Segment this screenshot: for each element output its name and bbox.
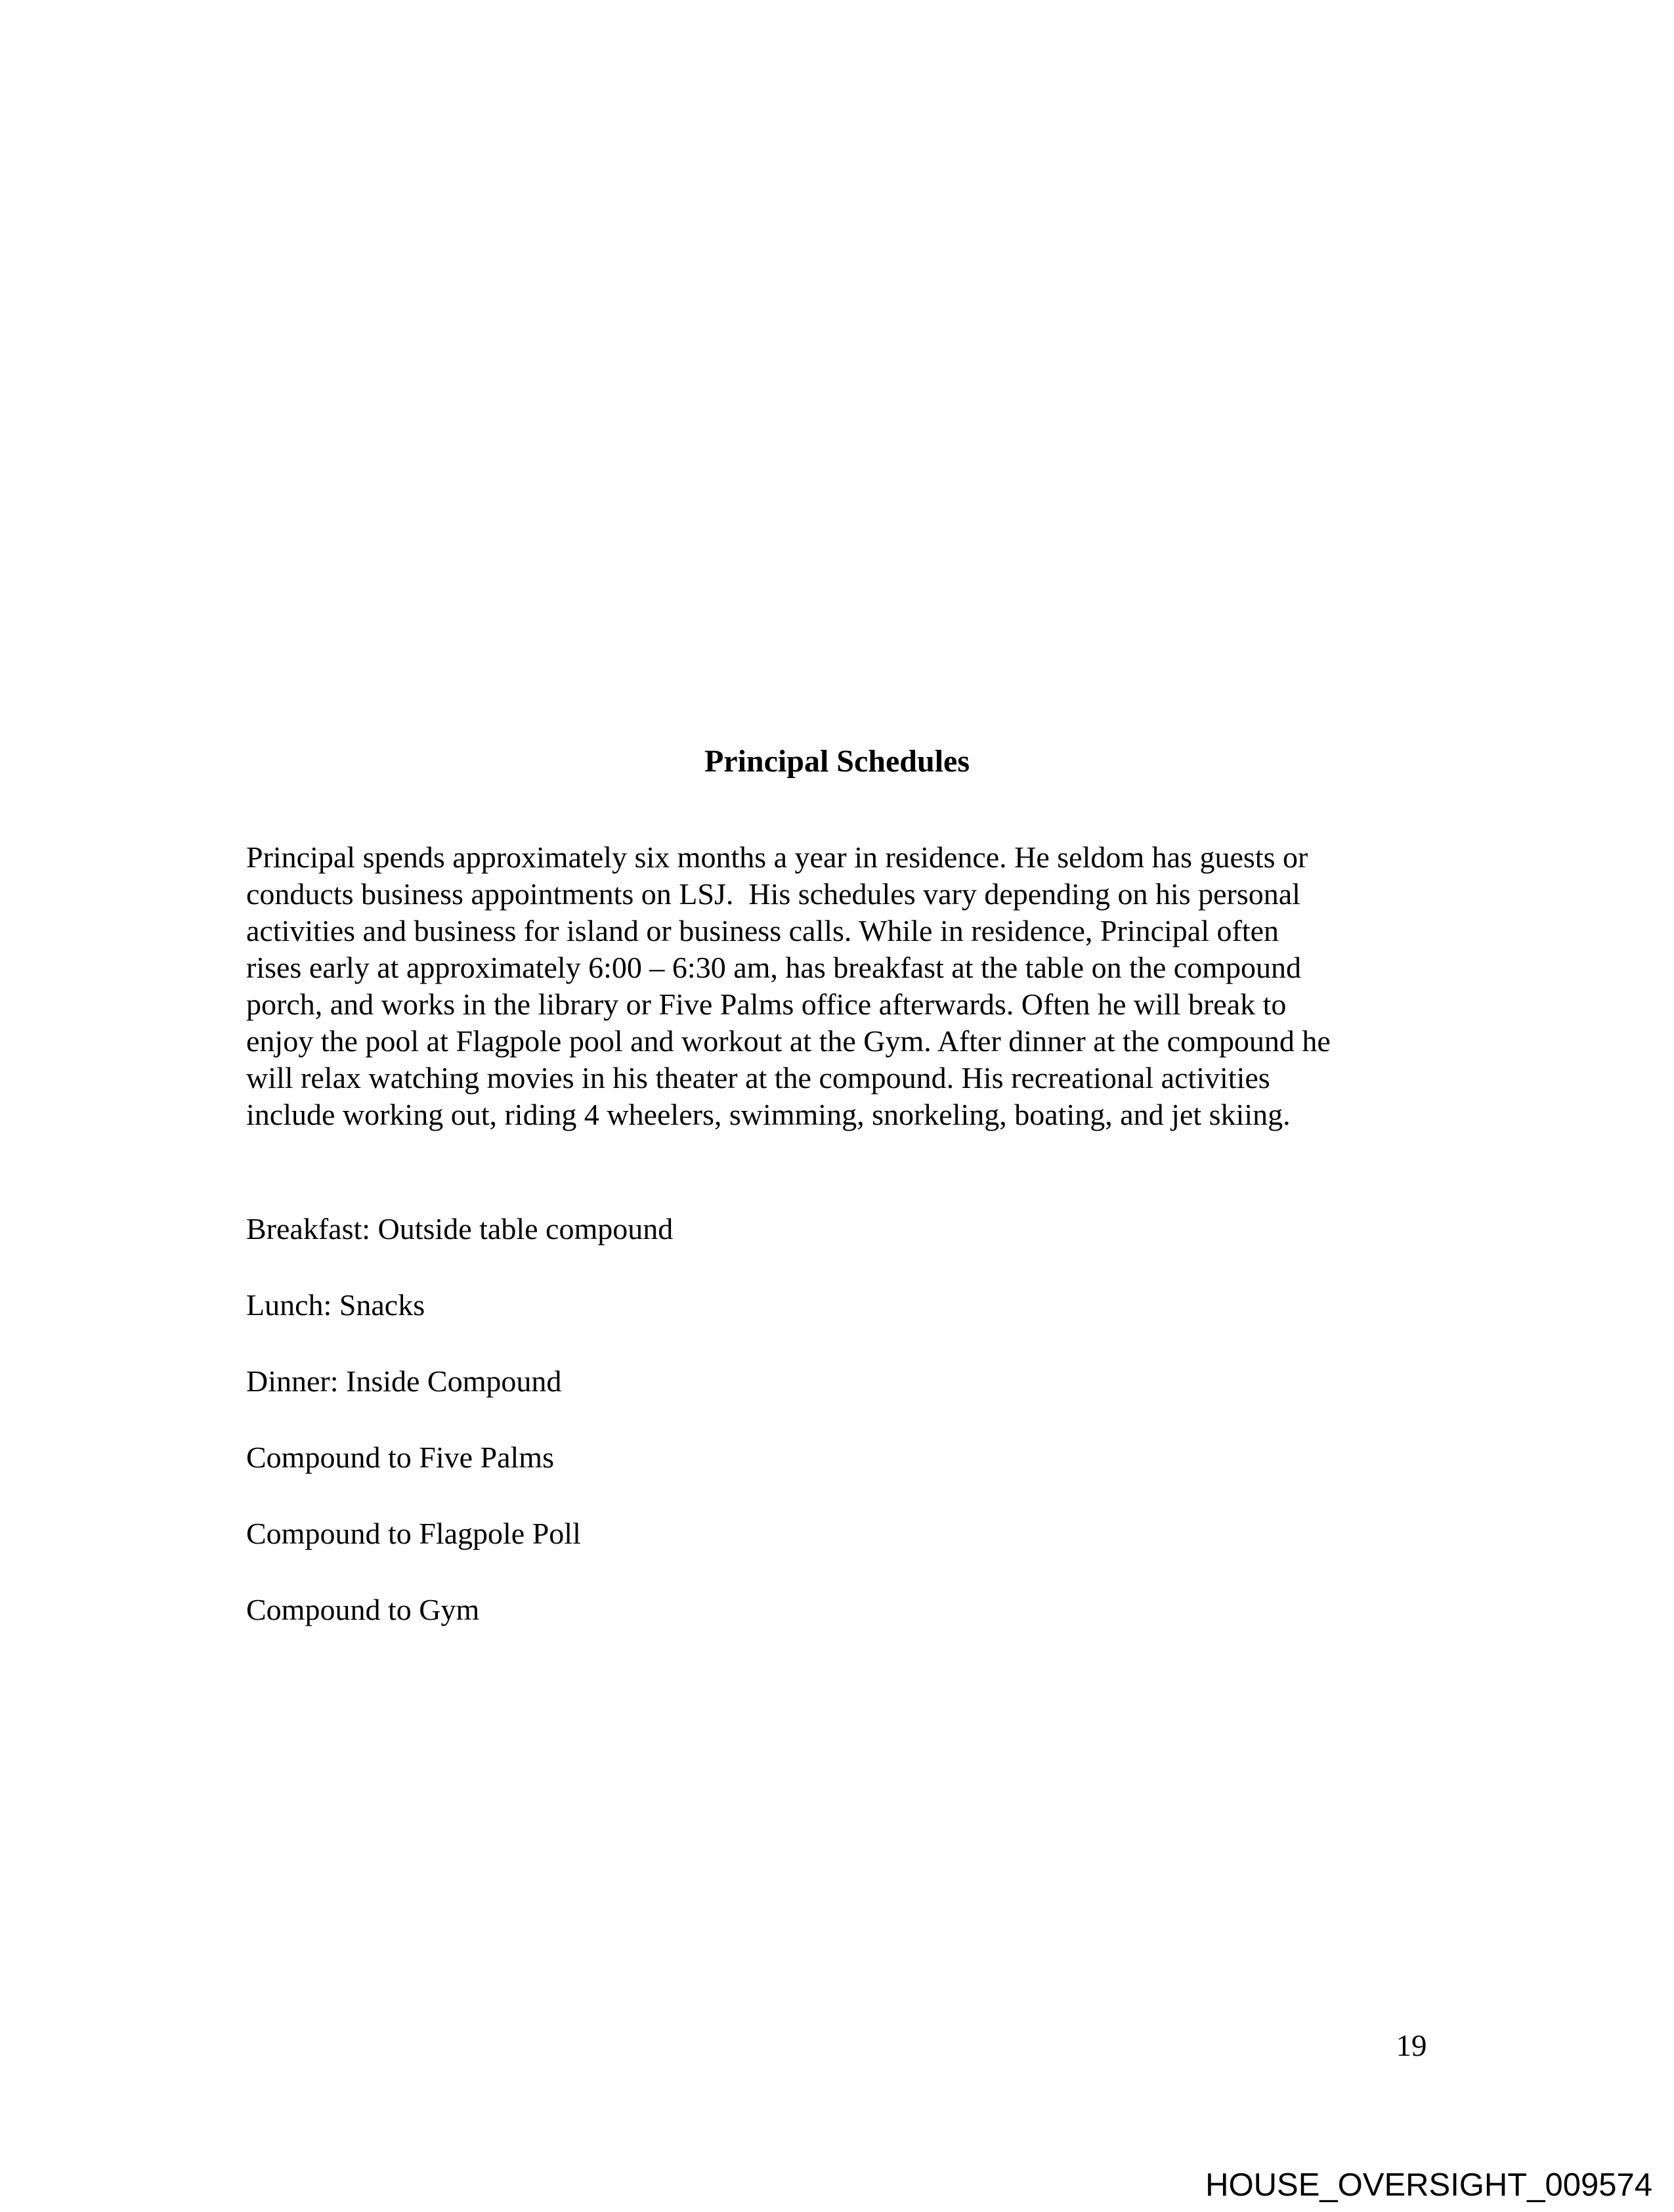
bates-stamp: HOUSE_OVERSIGHT_009574 (1205, 2167, 1652, 2203)
paragraph-line: porch, and works in the library or Five Palms office afterwards. Often he will break to (246, 987, 1287, 1021)
paragraph-line: will relax watching movies in his theater at the compound. His recreational activities (246, 1061, 1270, 1095)
page-number: 19 (1396, 2029, 1427, 2063)
schedule-item-compound-five-palms: Compound to Five Palms (246, 1441, 554, 1474)
main-paragraph (246, 839, 1448, 1133)
schedule-list (246, 1213, 1448, 1670)
schedule-item-dinner: Dinner: Inside Compound (246, 1364, 562, 1398)
schedule-item-compound-gym: Compound to Gym (246, 1593, 480, 1626)
schedule-item-compound-flagpole-poll: Compound to Flagpole Poll (246, 1517, 581, 1550)
paragraph-line: conducts business appointments on LSJ. His schedules vary depending on his personal (246, 877, 1300, 911)
page-title: Principal Schedules (704, 744, 970, 779)
paragraph-line: activities and business for island or business calls. While in residence, Principal often (246, 914, 1279, 947)
paragraph-line: enjoy the pool at Flagpole pool and workout at the Gym. After dinner at the compound he (246, 1024, 1331, 1058)
paragraph-line: rises early at approximately 6:00 – 6:30 am, has breakfast at the table on the compound (246, 951, 1301, 984)
schedule-item-breakfast: Breakfast: Outside table compound (246, 1212, 674, 1246)
paragraph-line: Principal spends approximately six months a year in residence. He seldom has guests or (246, 840, 1308, 874)
schedule-item-lunch: Lunch: Snacks (246, 1288, 425, 1322)
paragraph-line: include working out, riding 4 wheelers, swimming, snorkeling, boating, and jet skiing. (246, 1098, 1291, 1131)
